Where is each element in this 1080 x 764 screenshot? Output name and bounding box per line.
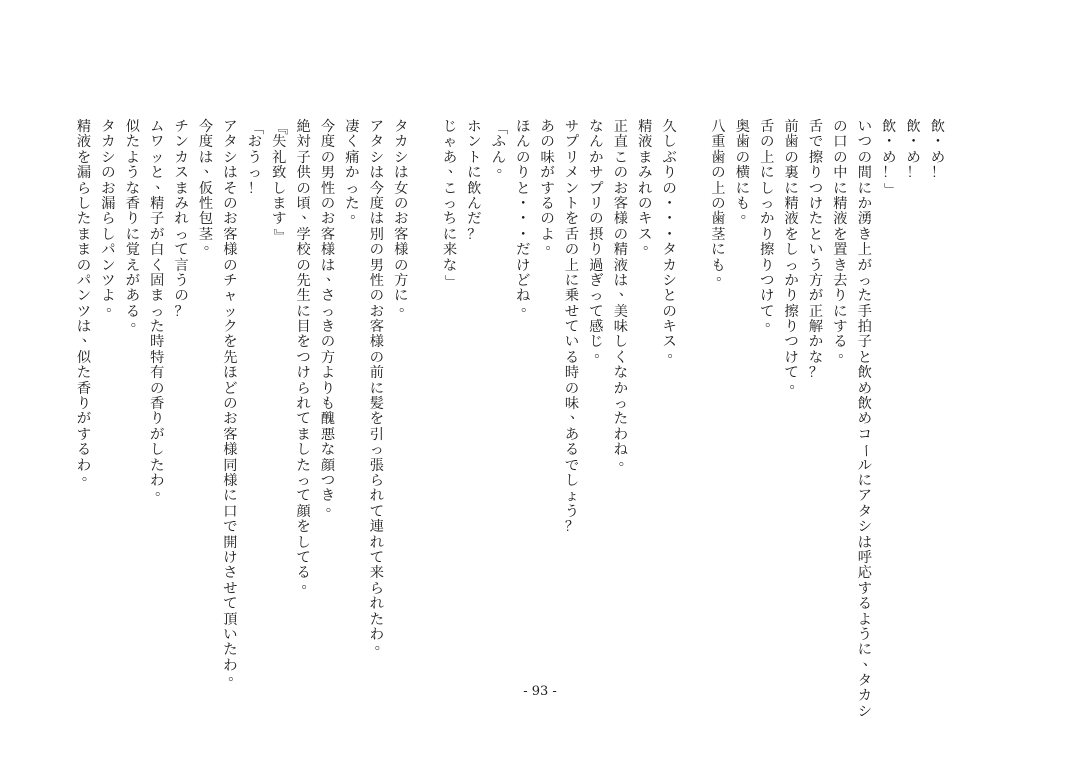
text-column: 『 失 礼 致 し ま す 』 <box>271 120 288 243</box>
text-column: ム ワ ッ と 、 精 子 が 白 く 固 ま っ た 時 特 有 の 香 り が し た わ 。 <box>150 119 170 500</box>
text-column: 正 直 こ の お 客 様 の 精 液 は 、 美 味 し く な か っ た わ ね 。 <box>613 119 633 469</box>
text-column: チ ン カ ス ま み れ っ て 言 う の ？ <box>174 119 189 320</box>
text-column: ア タ シ は そ の お 客 様 の チ ャ ッ ク を 先 ほ ど の お 客 様 同 様 に 口 で 開 け さ せ て 頂 い た わ 。 <box>223 119 243 685</box>
text-column: 久 し ぶ り の ・ ・ ・ タ カ シ と の キ ス 。 <box>662 119 682 361</box>
text-column: 凄 く 痛 か っ た 。 <box>345 119 365 223</box>
text-column: 前 歯 の 裏 に 精 液 を し っ か り 擦 り つ け て 。 <box>784 119 804 392</box>
text-column: じ ゃ あ 、 こ っ ち に 来 な 」 <box>442 119 463 289</box>
text-column: 絶 対 子 供 の 頃 、 学 校 の 先 生 に 目 を つ け ら れ て ま し た っ て 顔 を し て る 。 <box>296 119 316 592</box>
text-column: サ プ リ メ ン ト を 舌 の 上 に 乗 せ て い る 時 の 味 、 あ る で し ょ う ？ <box>564 119 585 536</box>
text-column: 「 ふ ん 。 <box>491 120 511 177</box>
text-column: 舌 で 擦 り つ け た と い う 方 が 正 解 か な ？ <box>808 119 824 382</box>
page-number: - 93 - <box>523 684 557 699</box>
text-column: あ の 味 が す る の よ 。 <box>540 119 560 254</box>
text-column: 今 度 は 、 仮 性 包 茎 。 <box>198 119 219 254</box>
text-column: ア タ シ は 今 度 は 別 の 男 性 の お 客 様 の 前 に 髪 を 引 っ 張 ら れ て 連 れ て 来 ら れ た わ 。 <box>369 119 389 654</box>
text-column: 舌 の 上 に し っ か り 擦 り つ け て 。 <box>760 119 780 331</box>
text-column: な ん か サ プ リ の 摂 り 過 ぎ っ て 感 じ 。 <box>589 119 609 361</box>
text-column: タ カ シ は 女 の お 客 様 の 方 に 。 <box>394 119 414 315</box>
text-column: い つ の 間 に か 湧 き 上 が っ た 手 拍 子 と 飲 め 飲 め コ ー ル に ア タ シ は 呼 応 す る よ う に 、 タ カ シ <box>857 119 877 720</box>
text-column: タ カ シ の お 漏 ら し パ ン ツ よ 。 <box>101 119 121 315</box>
text-column: 奥 歯 の 横 に も 。 <box>735 119 755 223</box>
text-column: ほ ん の り と ・ ・ ・ だ け ど ね 。 <box>516 119 536 315</box>
text-column: 精 液 を 漏 ら し た ま ま の パ ン ツ は 、 似 た 香 り が す る わ 。 <box>76 119 97 484</box>
text-column: 精 液 ま み れ の キ ス 。 <box>638 119 658 254</box>
text-column: 飲 ・ め ！ <box>906 119 921 182</box>
text-column: ホ ン ト に 飲 ん だ ？ <box>467 119 482 243</box>
text-column: 「 お う っ ！ <box>247 120 264 197</box>
text-column: 飲 ・ め ！ 」 <box>881 119 898 197</box>
text-column: 飲 ・ め ！ <box>930 119 946 182</box>
text-column: 八 重 歯 の 上 の 歯 茎 に も 。 <box>711 119 731 284</box>
text-column: 今 度 の 男 性 の お 客 様 は 、 さ っ き の 方 よ り も 醜 悪 な 顔 つ き 。 <box>320 119 341 515</box>
text-column: の 口 の 中 に 精 液 を 置 き 去 り に す る 。 <box>833 119 853 361</box>
text-column: 似 た よ う な 香 り に 覚 え が あ る 。 <box>125 119 145 331</box>
